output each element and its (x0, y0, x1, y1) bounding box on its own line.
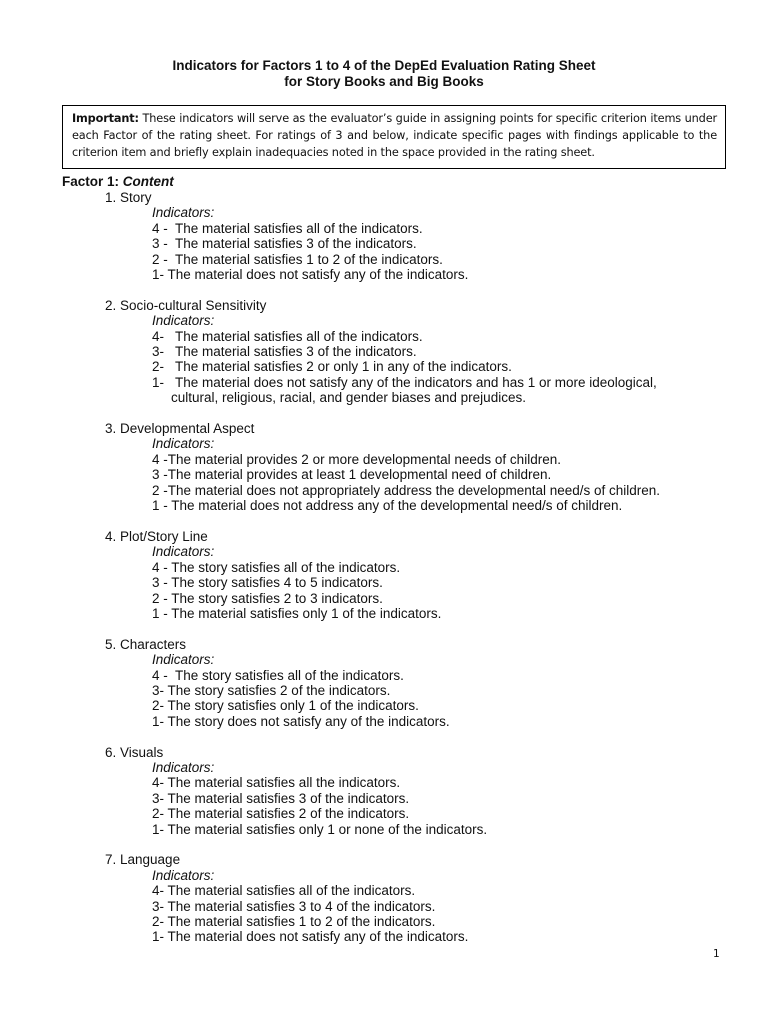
rating-line: 4- The material satisfies all of the indicators. (152, 328, 423, 344)
factor-label: Factor 1: (62, 174, 123, 189)
rating-line: 3- The story satisfies 2 of the indicators. (152, 682, 391, 698)
important-notice-box (62, 105, 726, 169)
indicators-label: Indicators: (152, 652, 215, 668)
factor-name: Content (122, 174, 174, 189)
indicators-label: Indicators: (152, 759, 215, 775)
criterion-title: 3. Developmental Aspect (105, 421, 255, 437)
criterion-section (0, 529, 768, 621)
criterion-section (0, 637, 768, 729)
rating-line: 2 - The material satisfies 1 to 2 of the indicators. (152, 251, 443, 267)
rating-line: 4- The material satisfies all the indicators. (152, 775, 401, 791)
criterion-title: 5. Characters (105, 636, 187, 652)
rating-line: 2 - The story satisfies 2 to 3 indicators. (152, 590, 383, 606)
criterion-title: 2. Socio-cultural Sensitivity (105, 297, 267, 313)
rating-line: 1- The material satisfies only 1 or none of the indicators. (152, 821, 488, 837)
indicators-label: Indicators: (152, 867, 215, 883)
indicators-label: Indicators: (152, 205, 215, 221)
criterion-section (0, 190, 768, 282)
document-title: Indicators for Factors 1 to 4 of the DepEd Evaluation Rating Sheet (172, 58, 596, 73)
criterion-section (0, 421, 768, 513)
rating-line: 3- The material satisfies 3 of the indicators. (152, 344, 417, 360)
rating-line: 4 -The material provides 2 or more developmental needs of children. (152, 451, 561, 467)
rating-line: 3 - The material satisfies 3 of the indicators. (152, 236, 417, 252)
rating-line: 2- The story satisfies only 1 of the indicators. (152, 698, 419, 714)
criterion-section (0, 298, 768, 406)
indicators-label: Indicators: (152, 313, 215, 329)
rating-line-continuation: cultural, religious, racial, and gender biases and prejudices. (171, 390, 526, 406)
rating-line: 4 - The story satisfies all of the indicators. (152, 559, 401, 575)
rating-line: 3- The material satisfies 3 of the indicators. (152, 790, 410, 806)
rating-line: 3 -The material provides at least 1 developmental need of children. (152, 467, 552, 483)
criterion-title: 1. Story (105, 190, 152, 205)
page-number: 1 (713, 948, 720, 960)
criteria-list (0, 190, 768, 960)
rating-line: 3 - The story satisfies 4 to 5 indicators. (152, 575, 383, 591)
indicators-label: Indicators: (152, 436, 215, 452)
criterion-section (0, 852, 768, 944)
rating-line: 2- The material satisfies 2 or only 1 in any of the indicators. (152, 359, 512, 375)
rating-line: 1- The material does not satisfy any of the indicators. (152, 267, 469, 283)
important-label: Important: (72, 112, 139, 125)
rating-line: 4 - The material satisfies all of the indicators. (152, 220, 423, 236)
criterion-section (0, 745, 768, 837)
rating-line: 2- The material satisfies 2 of the indicators. (152, 806, 410, 822)
rating-line: 1- The material does not satisfy any of the indicators and has 1 or more ideological, (152, 374, 657, 390)
rating-line: 1- The material does not satisfy any of the indicators. (152, 929, 469, 945)
rating-line: 1 - The material satisfies only 1 of the indicators. (152, 605, 442, 621)
indicators-label: Indicators: (152, 544, 215, 560)
rating-line: 2- The material satisfies 1 to 2 of the indicators. (152, 914, 436, 929)
rating-line: 4 - The story satisfies all of the indicators. (152, 667, 404, 683)
criterion-title: 6. Visuals (105, 744, 164, 760)
criterion-title: 4. Plot/Story Line (105, 528, 208, 544)
factor-heading (62, 174, 174, 190)
important-text: These indicators will serve as the evaluator’s guide in assigning points for specific criterion items under each Factor of the rating sheet. For ratings of 3 and below, indicate specific pages with findings applicable to the criterion item and briefly explain inadequacies noted in the space provided in the rating sheet. (72, 112, 717, 159)
rating-line: 3- The material satisfies 3 to 4 of the indicators. (152, 898, 436, 914)
document-subtitle: for Story Books and Big Books (284, 74, 484, 89)
rating-line: 1- The story does not satisfy any of the indicators. (152, 713, 450, 729)
rating-line: 1 - The material does not address any of the developmental need/s of children. (152, 498, 623, 514)
criterion-title: 7. Language (105, 852, 181, 868)
rating-line: 4- The material satisfies all of the indicators. (152, 883, 416, 899)
rating-line: 2 -The material does not appropriately address the developmental need/s of children. (152, 482, 661, 498)
